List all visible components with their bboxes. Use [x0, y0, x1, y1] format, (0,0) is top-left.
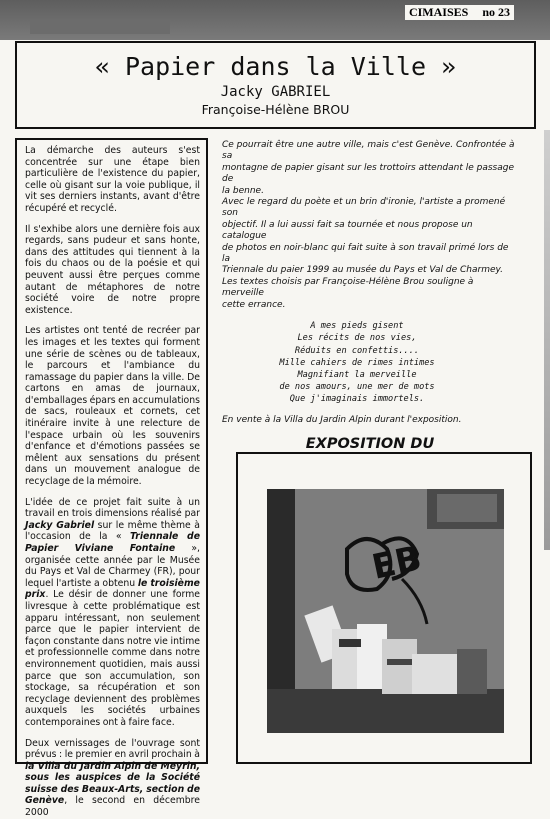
- poem: A mes pieds gisent Les récits de nos vies, Réduits en confettis.... Mille cahiers de rimes intimes Magnifiant la merveille de nos amours, une mer de mots Que j'imaginais immortels.: [279, 321, 435, 405]
- paragraph-5: Deux vernissages de l'ouvrage sont prévus : le premier en avril prochain à la Villa du Jardin Alpin de Meyrin, sous les auspices de la Société suisse des Beaux-Arts, section de Genève, le second en décembre 2000: [25, 737, 200, 819]
- graffiti-text: EB: [368, 538, 425, 588]
- article-title: « Papier dans la Ville »: [94, 52, 457, 81]
- paragraph-3: Les artistes ont tenté de recréer par les images et les textes qui forment une série de scènes ou de tableaux, le parcours et l'ambiance du ramassage du papier dans la ville. De cartons en amas de journaux, d'emballages épars en accumulations de sacs, rouleaux et cornets, cet itinéraire invite à une relecture de l'espace urbain où les souvenirs d'enfance et d'émotions passées se mêlent aux sensations du présent dans un mouvement analogue de recyclage de la mémoire.: [25, 325, 200, 488]
- exhibition-heading: EXPOSITION DU: [305, 435, 435, 452]
- title-box: [15, 41, 536, 129]
- coauthor-name: Françoise-Hélène BROU: [201, 102, 350, 117]
- publication-name: CIMAISES: [408, 5, 469, 19]
- intro-text: Ce pourrait être une autre ville, mais c'est Genève. Confrontée à sa montagne de papier gisant sur les trottoirs attendant le passage de la benne. Avec le regard du poète et un brin d'ironie, l'artiste a promené son objectif. Il a lui aussi fait sa tournée et nous propose un catalogue de photos en noir-blanc qui fait suite à son travail primé lors de la Triennale du paier 1999 au musée du Pays et Val de Charmey. Les textes choisis par Françoise-Hélène Brou souligne à merveille cette errance.: [222, 140, 515, 310]
- paragraph-4: L'idée de ce projet fait suite à un travail en trois dimensions réalisé par Jacky Gabriel sur le même thème à l'occasion de la « Triennale de Papier Viviane Fontaine », organisée cette année par le Musée du Pays et Val de Charmey (FR), pour lequel l'artiste a obtenu le troisième prix. Le désir de donner une forme livresque à cette problématique est apparu intéressant, non seulement parce que le papier intervient de façon constante dans notre vie intime et professionnelle comme dans notre environnement quotidien, mais aussi parce que son accumulation, son stockage, sa récupération et son recyclage deviennent des problèmes auxquels les sociétés urbaines contemporaines ont à faire face.: [25, 496, 201, 728]
- issue-number: no 23: [482, 5, 510, 19]
- street-paper-photo: [267, 489, 504, 733]
- header-shadow: [30, 20, 170, 34]
- author-name: Jacky GABRIEL: [220, 84, 331, 100]
- sale-note: En vente à la Villa du Jardin Alpin durant l'exposition.: [222, 414, 462, 425]
- paragraph-1: La démarche des auteurs s'est concentrée sur une étape bien particulière de l'existence du papier, celle où gisant sur la voie publique, il vit ses derniers instants, avant d'être récupéré et recyclé.: [25, 145, 200, 214]
- photo-frame: [236, 452, 532, 764]
- page-edge: [544, 130, 550, 550]
- paragraph-2: Il s'exhibe alors une dernière fois aux regards, sans pudeur et sans honte, dans des attitudes qui tiennent à la fois du chaos ou de la poésie et qui peuvent aussi être perçues comme autant de métaphores de notre société voire de notre propre existence.: [25, 223, 200, 316]
- left-column-box: [15, 138, 208, 819]
- publication-header: [405, 5, 514, 20]
